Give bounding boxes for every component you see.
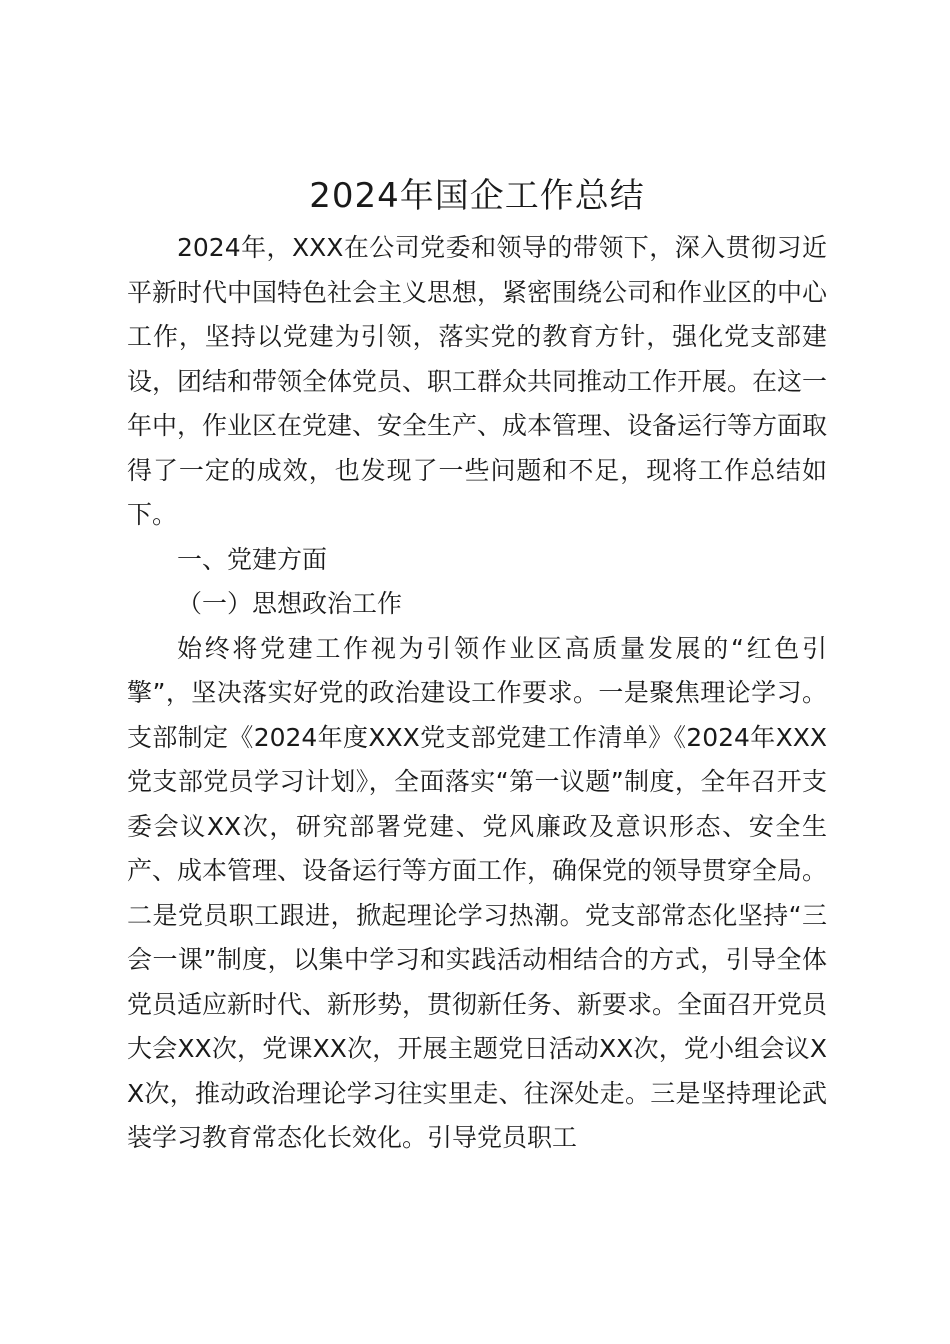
intro-paragraph: 2024年，XXX在公司党委和领导的带领下，深入贯彻习近平新时代中国特色社会主义思想，紧密围绕公司和作业区的中心工作，坚持以党建为引领，落实党的教育方针，强化党支部建设，团结和带领全体党员、职工群众共同推动工作开展。在这一年中，作业区在党建、安全生产、成本管理、设备运行等方面取得了一定的成效，也发现了一些问题和不足，现将工作总结如下。 [127,233,828,529]
subsection-heading: （一）思想政治工作 [177,589,403,618]
section-heading: 一、党建方面 [177,544,328,574]
document-title: 2024年国企工作总结 [309,176,645,216]
body-paragraph: 始终将党建工作视为引领作业区高质量发展的“红色引擎”，坚决落实好党的政治建设工作要求。一是聚焦理论学习。支部制定《2024年度XXX党支部党建工作清单》《2024年XXX党支部党员学习计划》，全面落实“第一议题”制度，全年召开支委会议XX次，研究部署党建、党风廉政及意识形态、安全生产、成本管理、设备运行等方面工作，确保党的领导贯穿全局。二是党员职工跟进，掀起理论学习热潮。党支部常态化坚持“三会一课”制度，以集中学习和实践活动相结合的方式，引导全体党员适应新时代、新形势，贯彻新任务、新要求。全面召开党员大会XX次，党课XX次，开展主题党日活动XX次，党小组会议XX次，推动政治理论学习往实里走、往深处走。三是坚持理论武装学习教育常态化长效化。引导党员职工 [127,633,828,1152]
document-body [127,172,827,1161]
